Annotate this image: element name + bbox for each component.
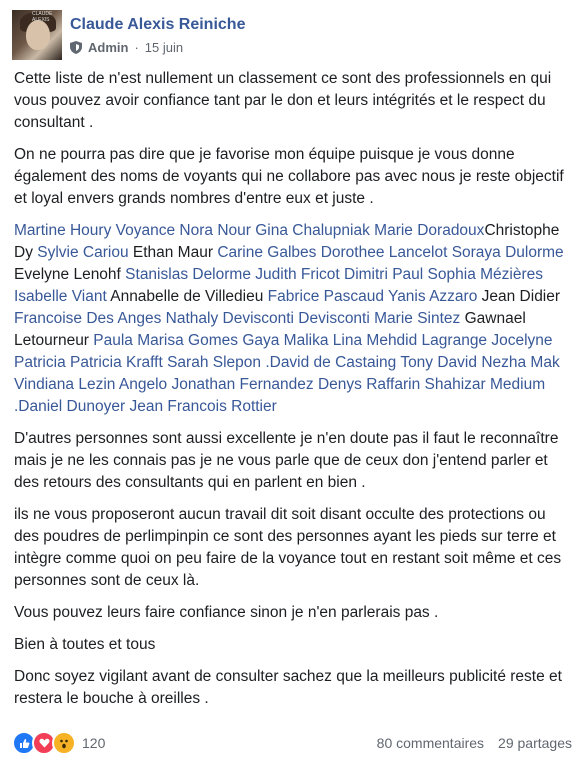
tagged-name-link[interactable]: Yanis Azzaro	[388, 288, 478, 305]
tagged-name-link[interactable]: Soraya Dulorme	[451, 244, 564, 261]
tagged-name-link[interactable]: Isabelle Viant	[14, 288, 107, 305]
tagged-name-link[interactable]: Martine Houry Voyance	[14, 222, 176, 239]
paragraph-5: Vous pouvez leurs faire confiance sinon je n'en parlerais pas .	[14, 604, 439, 621]
tagged-name-link[interactable]: Marie Doradoux	[374, 222, 485, 239]
post-date[interactable]: 15 juin	[144, 40, 184, 55]
author-name[interactable]: Claude Alexis Reiniche	[70, 16, 246, 33]
tagged-name-link[interactable]: Angelo Jonathan Fernandez	[118, 376, 314, 393]
author-avatar[interactable]	[12, 10, 62, 60]
tagged-name-link[interactable]: Francoise Des Anges	[14, 310, 162, 327]
tagged-name-link[interactable]: Nezha Mak	[481, 354, 560, 371]
tagged-name-link[interactable]: Gaya Malika	[242, 332, 329, 349]
shares-count[interactable]: 29 partages	[498, 735, 572, 751]
paragraph-7: Donc soyez vigilant avant de consulter sachez que la meilleurs publicité reste et restera le bouche à oreilles .	[14, 668, 562, 707]
names-list	[14, 220, 574, 418]
tagged-name-link[interactable]: Jean Francois Rottier	[129, 398, 277, 415]
paragraph-2: On ne pourra pas dire que je favorise mon équipe puisque je vous donne également des noms de voyants qui ne collabore pas avec nous je reste objectif et loyal envers grands nombres d'entre eux et juste .	[14, 146, 564, 207]
tagged-name-link[interactable]: Tony David	[400, 354, 477, 371]
tagged-name-link[interactable]: Carine Galbes	[217, 244, 317, 261]
reaction-count: 120	[82, 735, 106, 751]
tagged-name-link[interactable]: Judith Fricot	[255, 266, 340, 283]
tagged-name-link[interactable]: Denys Raffarin	[317, 376, 421, 393]
tagged-name-link[interactable]: Patricia Krafft	[70, 354, 163, 371]
name-text: Evelyne Lenohf	[14, 266, 126, 283]
tagged-name-link[interactable]: Shahizar Medium .Daniel Dunoyer	[14, 376, 546, 415]
tagged-name-link[interactable]: Nora Nour	[179, 222, 251, 239]
post-footer	[12, 730, 572, 756]
engagement-stats	[377, 735, 572, 751]
tagged-name-link[interactable]: Stanislas Delorme	[125, 266, 251, 283]
name-text: Christophe Dy	[14, 222, 560, 261]
tagged-name-link[interactable]: Dimitri Paul	[344, 266, 424, 283]
post-header	[10, 8, 570, 64]
comments-count[interactable]: 80 commentaires	[376, 735, 485, 751]
tagged-name-link[interactable]: Marie Sintez	[374, 310, 461, 327]
paragraph-4: ils ne vous proposeront aucun travail dit soit disant occulte des protections ou des poudres de perlimpinpin ce sont des personnes ayant les pieds sur terre et intègre comme quoi on peu faire de la voyance tout en restant soit même et ces personnes sont de ceux là.	[14, 506, 562, 589]
tagged-name-link[interactable]: Vindiana Lezin	[14, 376, 116, 393]
tagged-name-link[interactable]: Gina Chalupniak	[255, 222, 370, 239]
name-text: Ethan Maur	[128, 244, 218, 261]
tagged-name-link[interactable]: Fabrice Pascaud	[267, 288, 384, 305]
paragraph-3: D'autres personnes sont aussi excellente je n'en doute pas il faut le reconnaître mais je ne les connais pas je ne vous parle que de ceux don j'entend parler et des retours des consultants qui en parlent en bien .	[14, 430, 559, 491]
tagged-name-link[interactable]: Lina Mehdid Lagrange	[332, 332, 488, 349]
tagged-name-link[interactable]: Sylvie Cariou	[37, 244, 129, 261]
avatar-logo-text: CLAUDE ALEXIS	[32, 11, 53, 23]
admin-shield-icon	[70, 41, 82, 54]
tagged-name-link[interactable]: Sophia Mézières	[427, 266, 543, 283]
wow-icon	[52, 731, 76, 755]
meta-separator: ·	[134, 40, 139, 55]
tagged-name-link[interactable]: Jocelyne Patricia	[14, 332, 553, 371]
name-text: Annabelle de Villedieu	[106, 288, 268, 305]
admin-label: Admin	[88, 40, 129, 55]
paragraph-1: Cette liste de n'est nullement un classement ce sont des professionnels en qui vous pouvez avoir confiance tant par le don et leurs intégrités et le respect du consultant .	[14, 70, 552, 131]
post-meta	[70, 40, 183, 55]
name-text: Gawnael Letourneur	[14, 310, 526, 349]
tagged-name-link[interactable]: Nathaly Devisconti Devisconti	[165, 310, 370, 327]
tagged-name-link[interactable]: Dorothee Lancelot	[320, 244, 448, 261]
paragraph-6: Bien à toutes et tous	[14, 636, 156, 653]
reactions-summary[interactable]	[12, 731, 105, 755]
name-text: Jean Didier	[477, 288, 561, 305]
tagged-name-link[interactable]: Paula Marisa Gomes	[93, 332, 239, 349]
avatar-face	[26, 20, 50, 50]
tagged-name-link[interactable]: Sarah Slepon .David de Castaing	[167, 354, 397, 371]
post-body	[14, 68, 574, 720]
